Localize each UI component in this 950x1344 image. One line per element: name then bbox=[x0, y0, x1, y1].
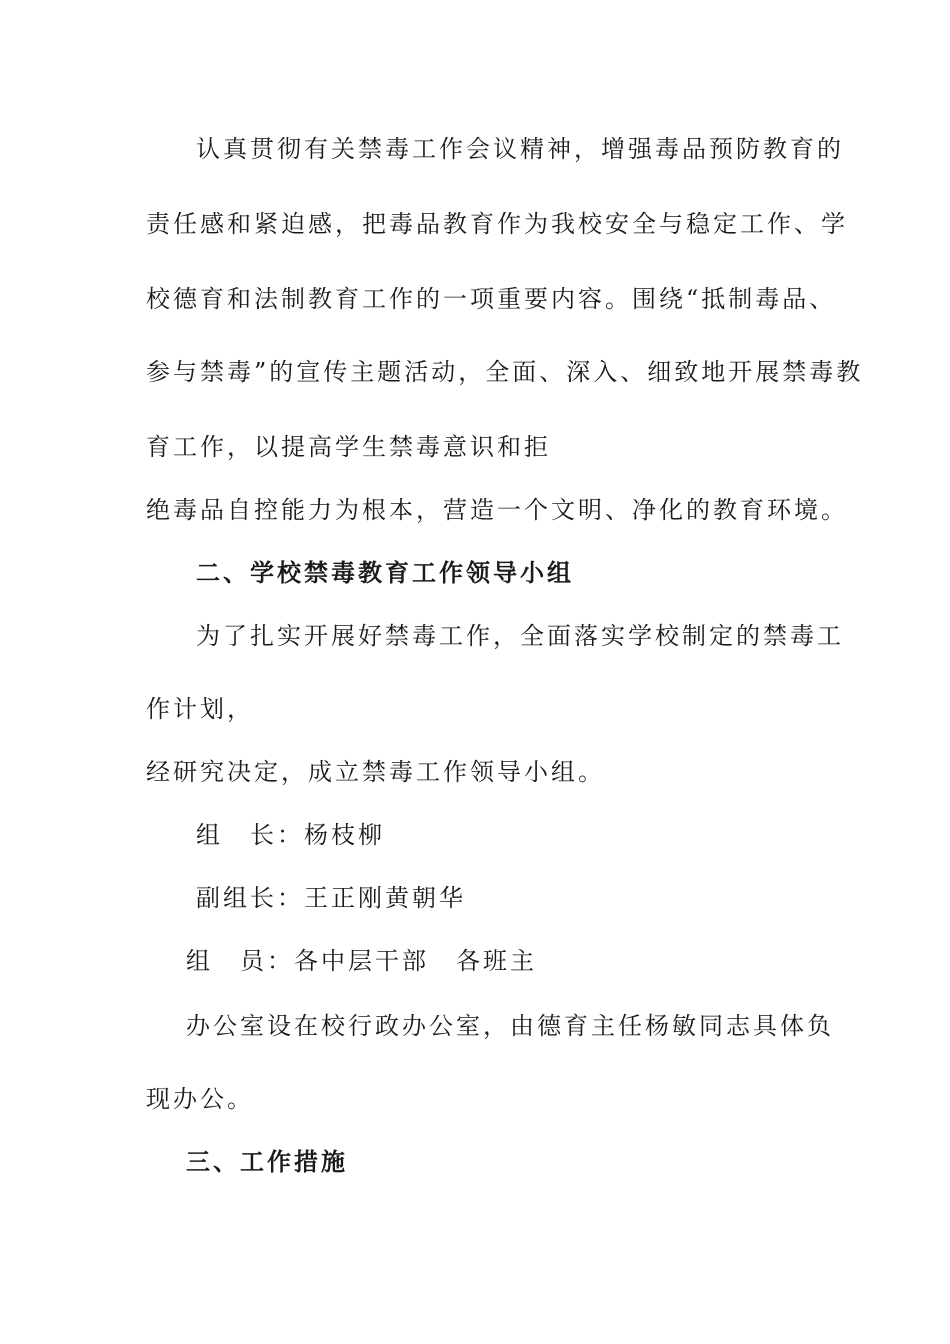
office-line: 办公室设在校行政办公室，由德育主任杨敏同志具体负 bbox=[186, 1012, 834, 1040]
section-heading-2: 二、学校禁毒教育工作领导小组 bbox=[196, 558, 574, 587]
group-leader-line: 组 长：杨枝柳 bbox=[196, 821, 385, 849]
paragraph-line-2: 责任感和紧迫感，把毒品教育作为我校安全与稳定工作、学 bbox=[146, 210, 848, 238]
paragraph-line-5: 育工作，以提高学生禁毒意识和拒 bbox=[146, 433, 551, 461]
office-line-continued: 现办公。 bbox=[146, 1085, 254, 1113]
paragraph-line-1: 认真贯彻有关禁毒工作会议精神，增强毒品预防教育的 bbox=[196, 135, 844, 163]
paragraph-line-4: 参与禁毒”的宣传主题活动，全面、深入、细致地开展禁毒教 bbox=[146, 358, 864, 386]
paragraph-line-9: 经研究决定，成立禁毒工作领导小组。 bbox=[146, 758, 605, 786]
group-members-line: 组 员：各中层干部 各班主 bbox=[186, 947, 537, 975]
deputy-leader-line: 副组长：王正刚黄朝华 bbox=[196, 884, 466, 912]
paragraph-line-6: 绝毒品自控能力为根本，营造一个文明、净化的教育环境。 bbox=[146, 496, 848, 524]
paragraph-line-7: 为了扎实开展好禁毒工作，全面落实学校制定的禁毒工 bbox=[196, 622, 844, 650]
section-heading-3: 三、工作措施 bbox=[186, 1147, 348, 1176]
paragraph-line-3: 校德育和法制教育工作的一项重要内容。围绕“抵制毒品、 bbox=[146, 285, 837, 313]
paragraph-line-8: 作计划， bbox=[146, 695, 254, 723]
